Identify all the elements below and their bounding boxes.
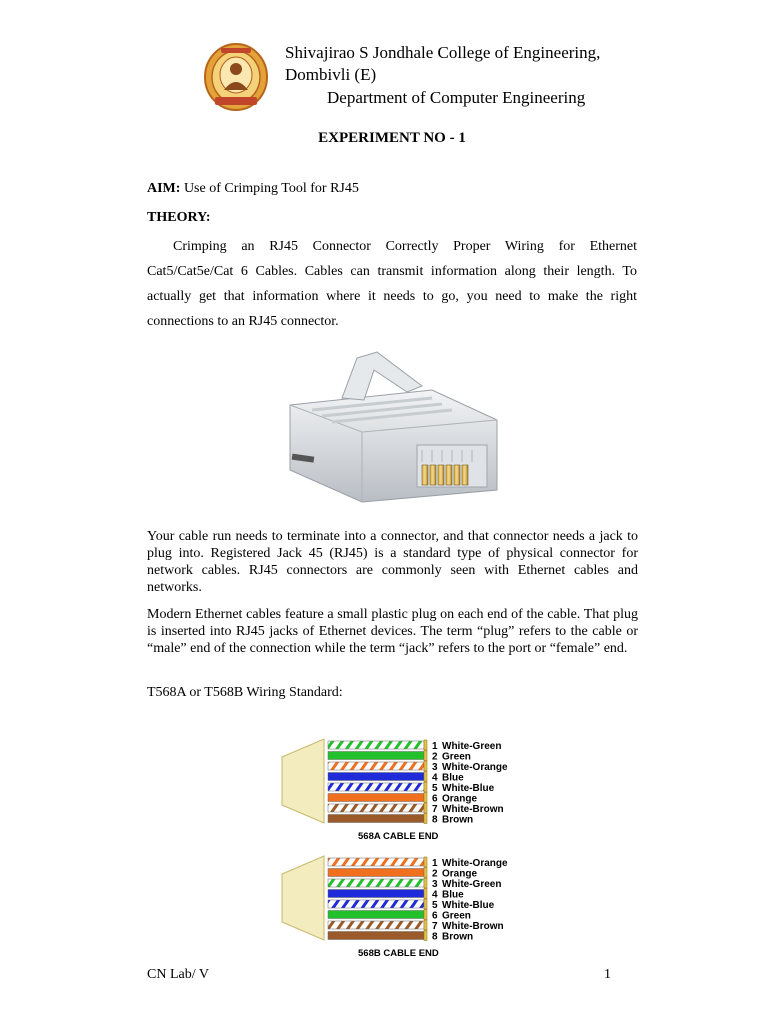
t568a-wire-label-1: White-Green	[442, 741, 502, 752]
t568a-pin-6	[424, 793, 427, 803]
t568b-wire-label-5: White-Blue	[442, 900, 495, 911]
wiring-standard-heading: T568A or T568B Wiring Standard:	[147, 685, 343, 700]
t568b-wire-label-3: White-Green	[442, 879, 502, 890]
footer-course: CN Lab/ V	[147, 967, 209, 982]
t568a-cable-end	[282, 739, 508, 842]
t568a-wire-label-7: White-Brown	[442, 804, 504, 815]
experiment-title: EXPERIMENT NO - 1	[318, 130, 466, 146]
t568b-wire-label-4: Blue	[442, 889, 464, 901]
t568b-wire-num-6: 6	[432, 910, 438, 922]
t568b-pin-8	[424, 931, 427, 941]
t568a-wire-num-5: 5	[432, 783, 438, 794]
t568b-pin-7	[424, 920, 427, 930]
t568b-wire-4	[328, 890, 424, 898]
college-location: Dombivli (E)	[285, 65, 377, 84]
t568b-wire-num-2: 2	[432, 868, 438, 880]
t568a-pin-5	[424, 782, 427, 792]
t568b-wire-1	[328, 858, 424, 866]
t568a-wire-4	[328, 773, 424, 781]
t568a-wire-7	[328, 804, 424, 812]
t568a-wire-3	[328, 762, 424, 770]
t568b-wire-num-5: 5	[432, 900, 438, 911]
t568a-wire-1	[328, 741, 424, 749]
wiring-diagram	[280, 730, 550, 965]
t568b-wire-label-7: White-Brown	[442, 921, 504, 932]
t568a-wire-label-2: Green	[442, 751, 471, 763]
t568a-wire-label-8: Brown	[442, 814, 474, 826]
aim-label: AIM:	[147, 181, 181, 196]
t568a-pin-7	[424, 803, 427, 813]
t568b-pin-1	[424, 857, 427, 867]
t568b-wire-num-1: 1	[432, 858, 438, 869]
t568b-jacket	[282, 856, 324, 940]
college-header	[285, 42, 600, 109]
t568a-wire-6	[328, 794, 424, 802]
theory-paragraph-3: Modern Ethernet cables feature a small plastic plug on each end of the cable. That plug is inserted into RJ45 jacks of Ethernet devices. The term “plug” refers to the cable or “male” end of the connection while the term “jack” refers to the port or “female” end.	[147, 607, 638, 656]
t568a-wire-num-6: 6	[432, 793, 438, 805]
t568b-pin-5	[424, 899, 427, 909]
t568b-wire-label-1: White-Orange	[442, 858, 508, 869]
t568b-pin-6	[424, 910, 427, 920]
aim-text: Use of Crimping Tool for RJ45	[180, 181, 359, 196]
page-number: 1	[604, 967, 611, 982]
t568b-wire-label-8: Brown	[442, 931, 474, 943]
t568a-wire-8	[328, 815, 424, 823]
t568b-wire-num-8: 8	[432, 931, 438, 943]
t568b-pin-4	[424, 889, 427, 899]
t568b-pin-2	[424, 868, 427, 878]
t568a-wire-num-7: 7	[432, 804, 438, 815]
t568b-wire-2	[328, 869, 424, 877]
t568b-wire-label-2: Orange	[442, 868, 478, 880]
t568a-wire-num-1: 1	[432, 741, 438, 752]
t568a-pin-2	[424, 751, 427, 761]
t568a-caption: 568A CABLE END	[358, 831, 439, 842]
t568b-wire-6	[328, 911, 424, 919]
theory-paragraph-1	[147, 234, 637, 334]
t568a-pin-3	[424, 761, 427, 771]
t568b-caption: 568B CABLE END	[358, 948, 439, 959]
t568a-pin-4	[424, 772, 427, 782]
t568a-wire-num-2: 2	[432, 751, 438, 763]
department-name: Department of Computer Engineering	[327, 88, 586, 107]
t568b-wire-3	[328, 879, 424, 887]
paragraph-1-text: Crimping an RJ45 Connector Correctly Proper Wiring for Ethernet Cat5/Cat5e/Cat 6 Cables. Cables can transmit information along their length. To actually get that information where it needs to go, you need to make the right connections to an RJ45 connector.	[147, 239, 637, 329]
t568b-wire-5	[328, 900, 424, 908]
t568b-cable-end	[282, 856, 508, 959]
t568b-wire-num-4: 4	[432, 889, 438, 901]
college-name: Shivajirao S Jondhale College of Engineering,	[285, 43, 601, 62]
t568b-wire-7	[328, 921, 424, 929]
aim-line	[147, 181, 359, 197]
t568b-wire-num-3: 3	[432, 879, 438, 890]
t568a-wire-num-4: 4	[432, 772, 438, 784]
rj45-connector-image	[282, 350, 502, 510]
t568a-wire-label-5: White-Blue	[442, 783, 495, 794]
t568a-wire-num-8: 8	[432, 814, 438, 826]
t568a-wire-label-6: Orange	[442, 793, 478, 805]
t568a-wire-2	[328, 752, 424, 760]
t568a-wire-num-3: 3	[432, 762, 438, 773]
t568a-jacket	[282, 739, 324, 823]
t568a-wire-label-3: White-Orange	[442, 762, 508, 773]
t568a-pin-1	[424, 740, 427, 750]
t568a-wire-5	[328, 783, 424, 791]
t568b-pin-3	[424, 878, 427, 888]
t568a-wire-label-4: Blue	[442, 772, 464, 784]
t568a-pin-8	[424, 814, 427, 824]
theory-heading: THEORY:	[147, 210, 211, 225]
college-seal-logo	[203, 42, 269, 112]
t568b-wire-num-7: 7	[432, 921, 438, 932]
t568b-wire-8	[328, 932, 424, 940]
theory-paragraph-2: Your cable run needs to terminate into a connector, and that connector needs a jack to plug into. Registered Jack 45 (RJ45) is a standard type of physical connector for network cables. RJ45 connectors are commonly seen with Ethernet cables and networks.	[147, 529, 638, 595]
t568b-wire-label-6: Green	[442, 910, 471, 922]
